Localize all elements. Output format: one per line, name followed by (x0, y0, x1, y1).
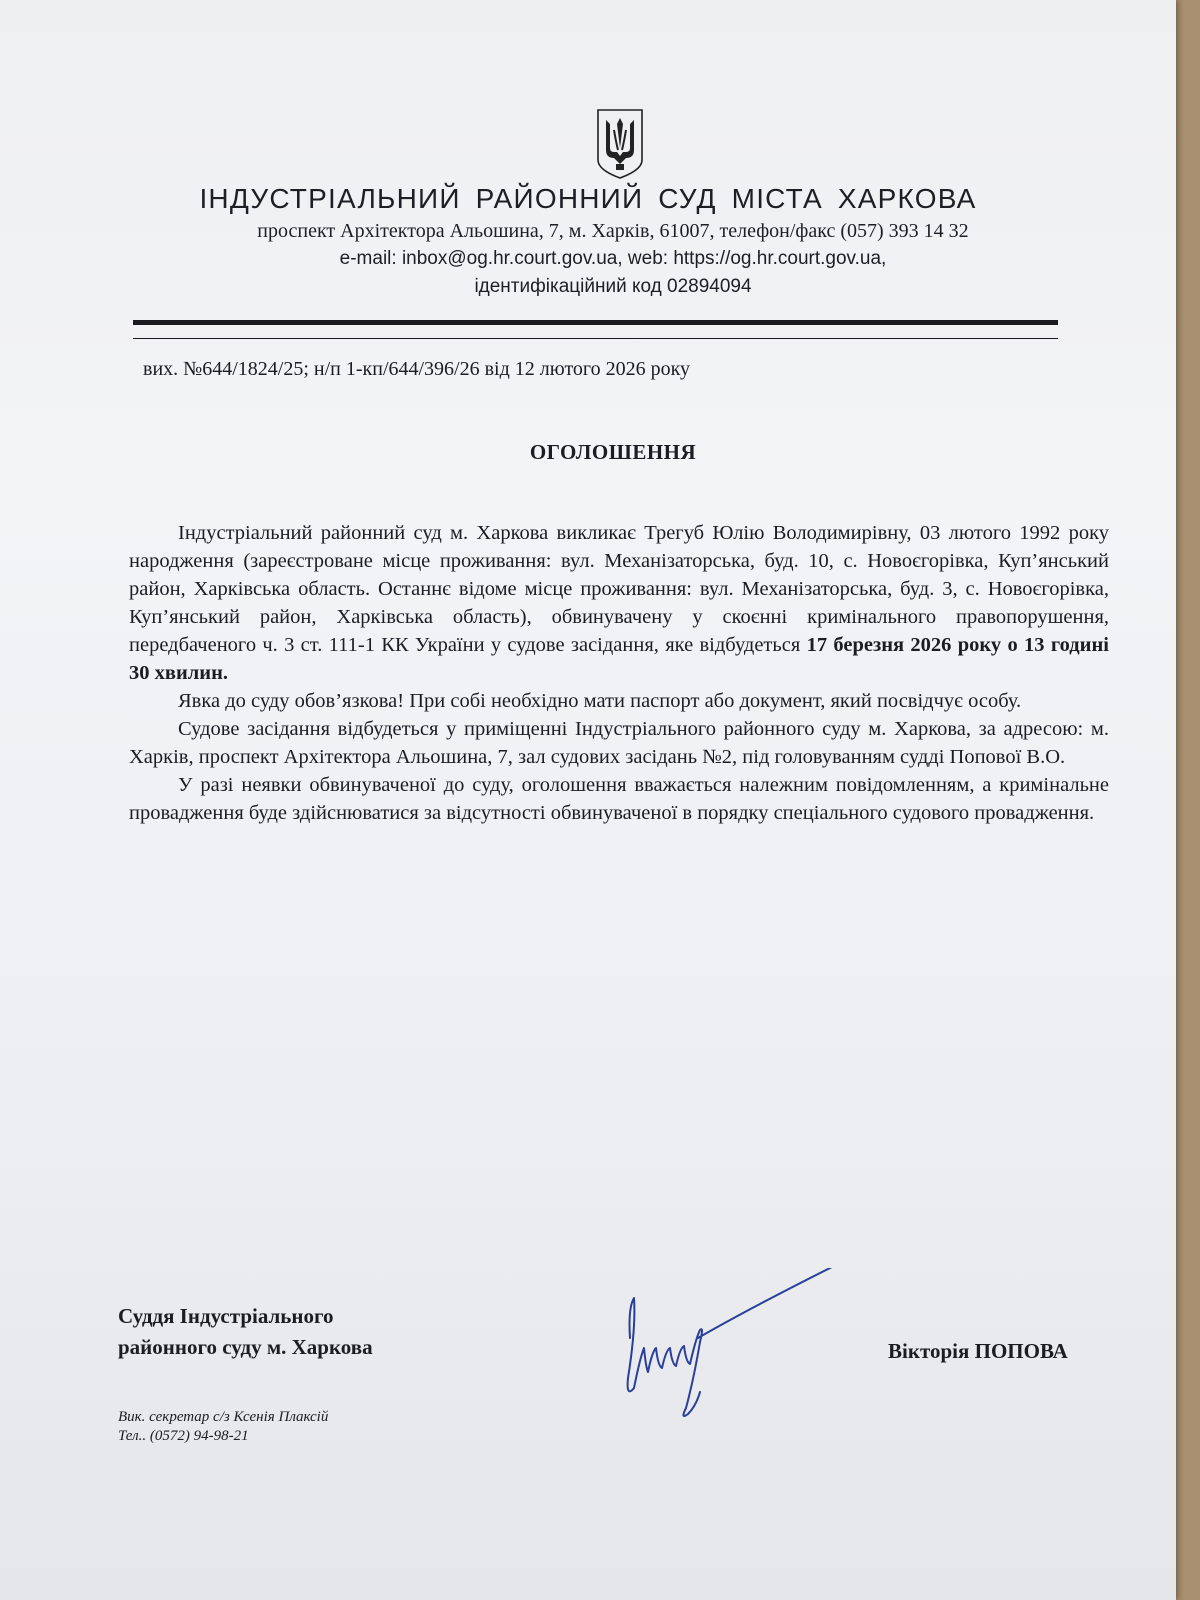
court-id-code: ідентифікаційний код 02894094 (474, 276, 752, 297)
announcement-body (129, 519, 1109, 827)
header-divider-thick (133, 320, 1058, 325)
court-contacts: e-mail: inbox@og.hr.court.gov.ua, web: https://og.hr.court.gov.ua, (339, 248, 887, 269)
court-address: проспект Архітектора Альошина, 7, м. Харків, 61007, телефон/факс (057) 393 14 32 (257, 220, 969, 242)
hearing-datetime: 17 березня 2026 року о 13 годині 30 хвилин. (129, 634, 1109, 684)
secretary-name: Вик. секретар с/з Ксенія Плаксій (118, 1409, 329, 1425)
judge-name: Вікторія ПОПОВА (888, 1339, 1068, 1363)
ukraine-trident-icon (594, 108, 646, 180)
paragraph-venue: Судове засідання відбудеться у приміщенні Індустріального районного суду м. Харкова, за адресою: м. Харків, проспект Архітектора Альошина, 7, зал судових засідань №2, під головуванням судді Попової В.О. (129, 718, 1109, 768)
summons-text: Індустріальний районний суд м. Харкова викликає Трегуб Юлію Володимирівну, 03 лютого 1992 року народження (зареєстроване місце проживання: вул. Механізаторська, буд. 10, с. Новоєгорівка, Куп’янський район, Харківська область. Останнє відоме місце проживання: вул. Механізаторська, буд. 3, с. Новоєгорівка, Куп’янський район, Харківська область), обвинувачену у скоєнні кримінального правопорушення, передбаченого ч. 3 ст. 111-1 КК України у судове засідання, яке відбудеться (129, 522, 1109, 656)
handwritten-signature (600, 1268, 860, 1428)
paragraph-attendance: Явка до суду обов’язкова! При собі необхідно мати паспорт або документ, який посвідчує особу. (178, 690, 1022, 712)
judge-title-line2: районного суду м. Харкова (118, 1335, 373, 1359)
secretary-phone: Тел.. (0572) 94-98-21 (118, 1428, 249, 1444)
judge-title (118, 1301, 373, 1363)
document-title: ОГОЛОШЕННЯ (529, 440, 697, 464)
header-divider-thin (133, 338, 1058, 339)
outgoing-reference: вих. №644/1824/25; н/п 1-кп/644/396/26 від 12 лютого 2026 року (143, 358, 691, 380)
court-name: ІНДУСТРІАЛЬНИЙ РАЙОННИЙ СУД МІСТА ХАРКОВА (199, 183, 977, 214)
secretary-info (118, 1408, 328, 1446)
paragraph-absence: У разі неявки обвинуваченої до суду, оголошення вважається належним повідомленням, а кримінальне провадження буде здійснюватися за відсутності обвинуваченої в порядку спеціального судового провадження. (129, 774, 1109, 824)
judge-title-line1: Суддя Індустріального (118, 1304, 334, 1328)
paragraph-summons (129, 519, 1109, 687)
